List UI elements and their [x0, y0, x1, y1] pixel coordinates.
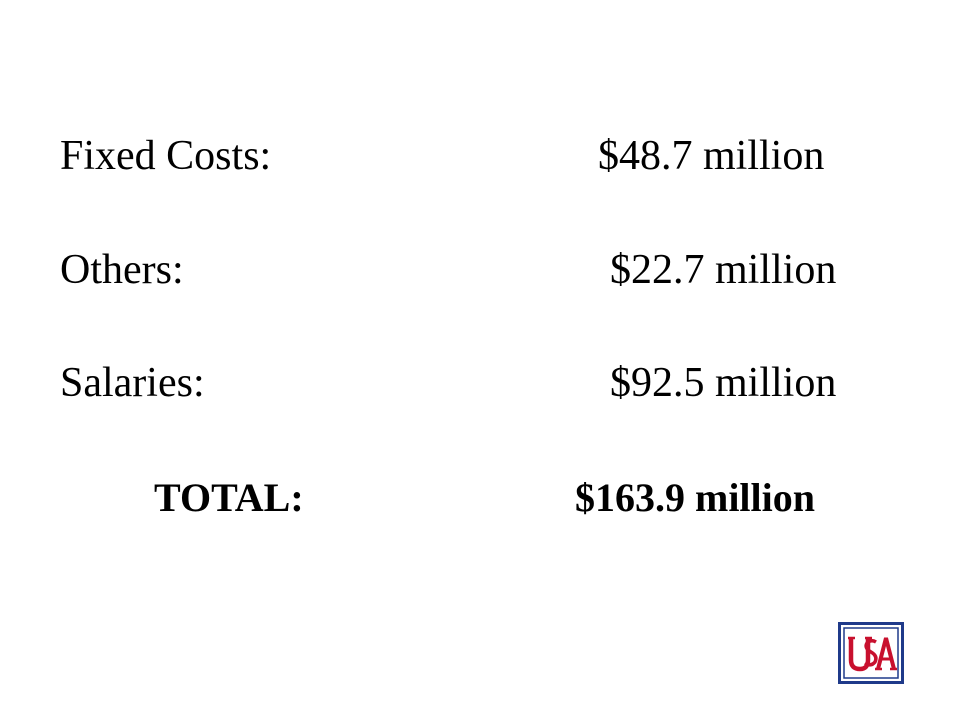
- salaries-row: [0, 353, 960, 413]
- others-row: [0, 240, 960, 300]
- salaries-label: Salaries:: [60, 360, 205, 406]
- fixed-costs-value: $48.7 million: [598, 133, 825, 179]
- others-value: $22.7 million: [610, 247, 837, 293]
- total-row: [0, 468, 960, 528]
- fixed-costs-row: [0, 126, 960, 186]
- others-label: Others:: [60, 247, 184, 293]
- salaries-value: $92.5 million: [610, 360, 837, 406]
- total-value: $163.9 million: [575, 475, 816, 520]
- fixed-costs-label: Fixed Costs:: [60, 133, 272, 179]
- total-label: TOTAL:: [154, 475, 304, 520]
- usa-logo: [838, 622, 904, 684]
